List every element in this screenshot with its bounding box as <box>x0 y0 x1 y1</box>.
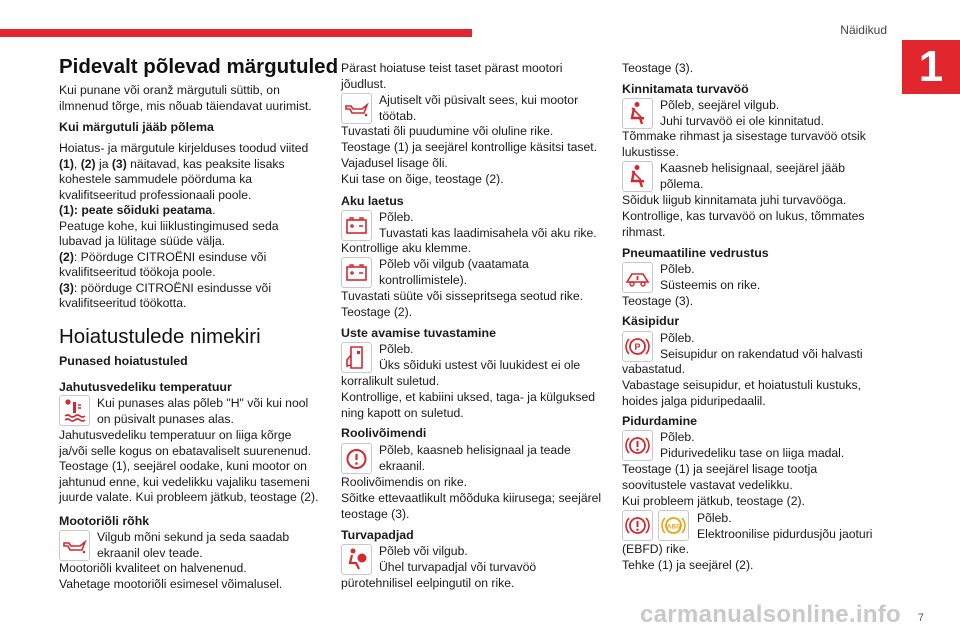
oil-level-ok: Kui tase on õige, teostage (2). <box>341 172 504 186</box>
ebfd-fault: (EBFD) rike. <box>622 542 690 556</box>
battery-step: Teostage (2). <box>341 305 413 319</box>
svg-text:ABS: ABS <box>666 523 681 531</box>
seatbelt-instruction: Tõmmake rihmast ja sisestage turvavöö otsik lukustisse. <box>622 129 866 159</box>
abs-icon <box>658 510 689 541</box>
coolant-icon-text: Kui punases alas põleb "H" või kui nool on püsivalt punases alas. <box>97 396 309 426</box>
oil-level-add: Vajadusel lisage õli. <box>341 156 448 170</box>
section-title-warning-list: Hoiatustulede nimekiri <box>59 325 261 348</box>
subheading-light-stays-on: Kui märgutuli jääb põlema <box>59 120 214 134</box>
oil-pressure-advice: Vahetage mootoriõli esimesel võimalusel. <box>59 577 283 591</box>
heading-door-open: Uste avamise tuvastamine <box>341 326 496 340</box>
parking-brake-icon-text: Põleb. Seisupidur on rakendatud või halvasti <box>660 331 863 361</box>
section-label: Näidikud <box>840 23 887 37</box>
airbag-icon-text: Põleb või vilgub. Ühel turvapadjal või turvavöö <box>379 544 537 574</box>
ref-1-text: Peatuge kohe, kui liiklustingimused seda lubavad ja lülitage süüde välja. <box>59 218 279 248</box>
heading-seatbelt: Kinnitamata turvavöö <box>622 82 749 96</box>
explanation-block <box>59 141 321 312</box>
oil-level-step: Teostage (1) ja seejärel kontrollige käsitsi taset. <box>341 140 598 154</box>
oil-level-icon-text: Ajutiselt või püsivalt sees, kui mootor töötab. <box>379 93 579 123</box>
door-icon-text: Põleb. Üks sõiduki ustest või luukidest ei ole <box>379 342 581 372</box>
chapter-tab: 1 <box>902 40 960 94</box>
suspension-step: Teostage (3). <box>622 294 694 308</box>
top-accent-bar <box>0 29 472 37</box>
airbag-fault: pürotehnilisel eelpingutil on rike. <box>341 576 515 590</box>
braking-step: Teostage (1) ja seejärel lisage tootja soovitustele vastavat vedelikku. <box>622 462 818 492</box>
heading-coolant: Jahutusvedeliku temperatuur <box>59 380 232 394</box>
coolant-description: Jahutusvedeliku temperatuur on liiga kõrge ja/või selle kogus on ebatavaliselt suurenenud. <box>59 428 312 458</box>
steering-icon-text: Põleb, kaasneb helisignaal ja teade ekraanil. <box>379 443 571 473</box>
ebfd-icon-text: Põleb. Elektroonilise pidurdusjõu jaoturi <box>697 511 873 541</box>
oil-pressure-icon-text: Vilgub mõni sekund ja seda saadab ekraanil olev teade. <box>97 530 290 560</box>
door-not-closed: korralikult suletud. <box>341 374 440 388</box>
seatbelt-icon-text-1: Põleb, seejärel vilgub. Juhi turvavöö ei ole kinnitatud. <box>660 98 824 128</box>
seatbelt-driving: Sõiduk liigub kinnitamata juhi turvavööga. <box>622 193 847 207</box>
battery-ignition-fault: Tuvastati süüte või sissepritsega seotud rike. <box>341 289 584 303</box>
heading-braking: Pidurdamine <box>622 414 698 428</box>
subheading-red-lights: Punased hoiatustuled <box>59 354 188 368</box>
ebfd-step: Tehke (1) ja seejärel (2). <box>622 558 754 572</box>
airbag-step: Teostage (3). <box>622 61 694 75</box>
battery-icon-text-2: Põleb või vilgub (vaatamata kontrollimistele). <box>379 257 529 287</box>
battery-check-terminals: Kontrollige aku klemme. <box>341 241 472 255</box>
door-check: Kontrollige, et kabiini uksed, taga- ja külguksed ning kapott on suletud. <box>341 390 596 420</box>
heading-airbags: Turvapadjad <box>341 528 414 542</box>
oil-pressure-quality: Mootoriõli kvaliteet on halvenenud. <box>59 561 247 575</box>
steering-fault: Roolivõimendis on rike. <box>341 475 467 489</box>
page-number: 7 <box>917 612 924 624</box>
oil-pressure-continued: Pärast hoiatuse teist taset pärast mootori jõudlust. <box>341 61 563 91</box>
suspension-icon-text: Põleb. Süsteemis on rike. <box>660 262 761 292</box>
braking-icon-text: Põleb. Pidurivedeliku tase on liiga madal. <box>660 430 845 460</box>
brake-icon <box>622 510 653 541</box>
braking-advice: Kui probleem jätkub, teostage (2). <box>622 494 805 508</box>
seatbelt-check: Kontrollige, kas turvavöö on lukus, tõmmates rihmast. <box>622 209 865 239</box>
oil-level-fault: Tuvastati õli puudumine või oluline rike. <box>341 124 554 138</box>
parking-brake-released: vabastatud. <box>622 362 686 376</box>
ref-1: (1): peate sõiduki peatama. <box>59 203 216 217</box>
heading-battery: Aku laetus <box>341 194 404 208</box>
coolant-steps: Teostage (1), seejärel oodake, kuni mootor on jahtunud enne, kui vedelikku vajaliku tasemeni juurde valate. Kui probleem jätkub, teostage (2). <box>59 459 319 504</box>
references-paragraph: Hoiatus- ja märgutule kirjelduses toodud viited (1), (2) ja (3) näitavad, kas peaksite lisaks kohestele sammudele pöörduma ka kvalifitseeritud professionaali poole. <box>59 141 309 202</box>
heading-air-suspension: Pneumaatiline vedrustus <box>622 246 769 260</box>
heading-parking-brake: Käsipidur <box>622 314 680 328</box>
seatbelt-icon-text-2: Kaasneb helisignaal, seejärel jääb põlema. <box>660 161 845 191</box>
svg-text:P: P <box>634 342 641 352</box>
ref-2: (2): Pöörduge CITROËNI esinduse või kvalifitseeritud töökoja poole. <box>59 249 267 279</box>
steering-advice: Sõitke ettevaatlikult mõõduka kiirusega; seejärel teostage (3). <box>341 491 602 521</box>
parking-brake-advice: Vabastage seisupidur, et hoiatustuli kustuks, hoides jalga piduripedaalil. <box>622 378 861 408</box>
watermark: carmanualsonline.info <box>640 601 902 628</box>
ref-3: (3): pöörduge CITROËNI esindusse või kvalifitseeritud töökotta. <box>59 280 272 310</box>
page-title: Pidevalt põlevad märgutuled <box>59 55 339 78</box>
heading-oil-pressure: Mootoriõli rõhk <box>59 514 150 528</box>
battery-icon-text-1: Põleb. Tuvastati kas laadimisahela või aku rike. <box>379 210 597 240</box>
heading-power-steering: Roolivõimendi <box>341 426 427 440</box>
intro-text: Kui punane või oranž märgutuli süttib, on ilmnenud tõrge, mis nõuab täiendavat uurimist. <box>59 83 312 113</box>
